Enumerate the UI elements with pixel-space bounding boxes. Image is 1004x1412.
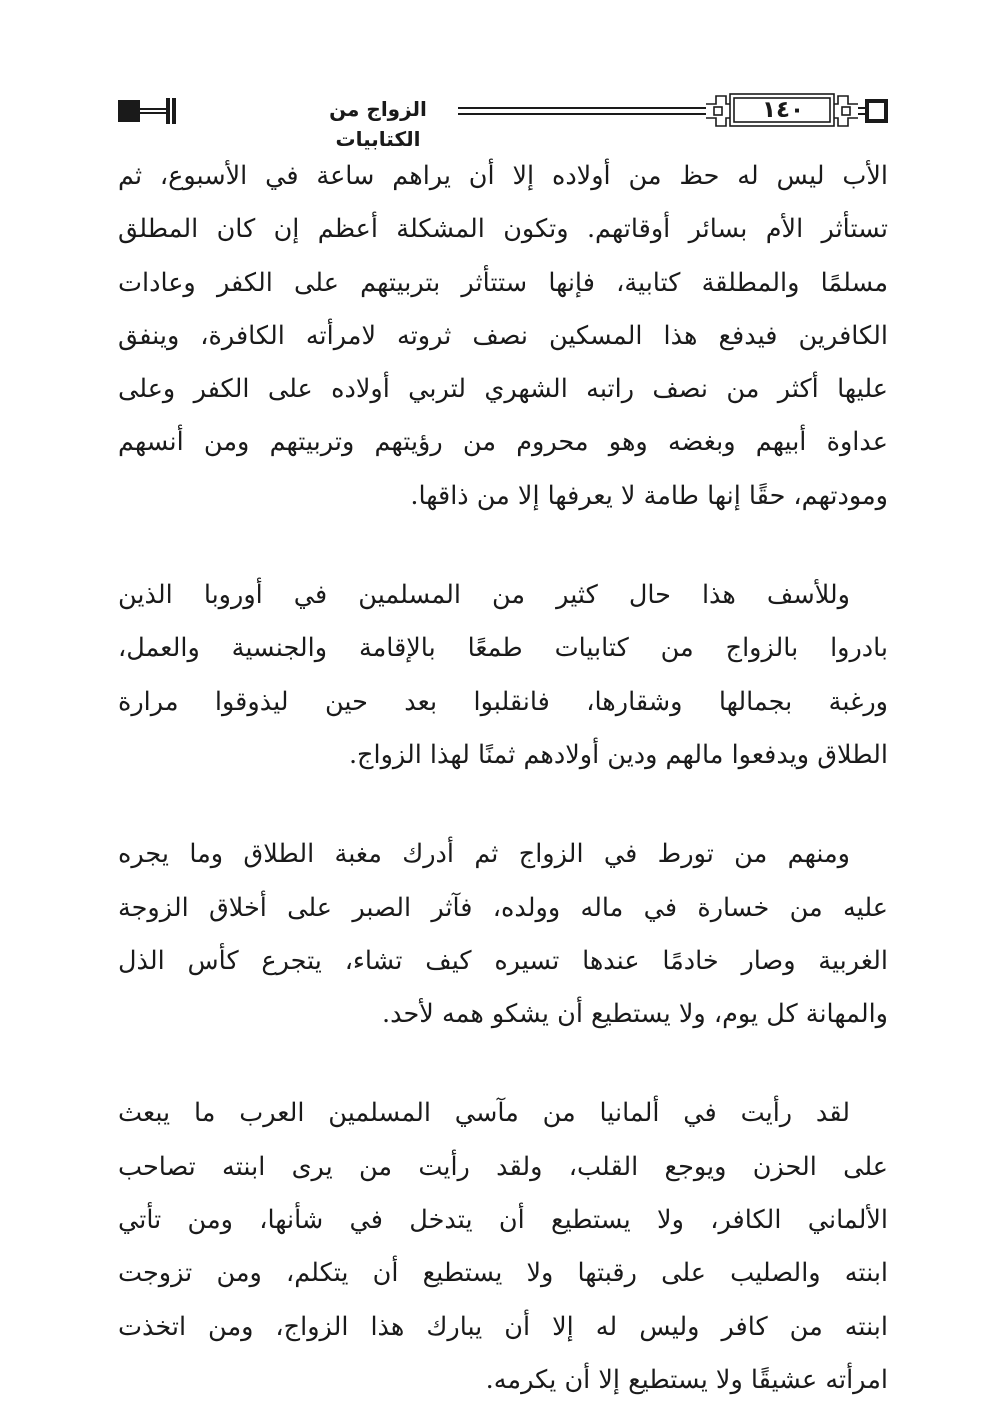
text-line: مسلمًا والمطلقة كتابية، فإنها ستتأثر بتربيتهم على الكفر وعادات (118, 267, 888, 298)
text-line: الكافرين فيدفع هذا المسكين نصف ثروته لامرأته الكافرة، وينفق (118, 320, 888, 351)
page-header (118, 88, 888, 151)
text-line: بادروا بالزواج من كتابيات طمعًا بالإقامة والجنسية والعمل، (118, 633, 888, 664)
text-line: ابنته والصليب على رقبتها ولا يستطيع أن يتكلم، ومن تزوجت (118, 1258, 888, 1289)
paragraph (118, 569, 888, 782)
running-title: الزواج من الكتابيات (298, 94, 458, 124)
text-line: ورغبة بجمالها وشقارها، فانقلبوا بعد حين ليذوقوا مرارة (118, 686, 888, 717)
text-line: عداوة أبيهم وبغضه وهو محروم من رؤيتهم وتربيتهم ومن أنسهم (118, 427, 888, 458)
paragraph (118, 828, 888, 1041)
text-line: تستأثر الأم بسائر أوقاتهم. وتكون المشكلة أعظم إن كان المطلق (118, 214, 888, 245)
text-line: وللأسف هذا حال كثير من المسلمين في أوروبا الذين (118, 580, 850, 611)
left-square-ornament (118, 100, 140, 122)
text-line: الألماني الكافر، ولا يستطيع أن يتدخل في شأنها، ومن تأتي (118, 1205, 888, 1236)
text-line: امرأته عشيقًا ولا يستطيع إلا أن يكرمه. (485, 1364, 888, 1395)
text-line: الأب ليس له حظ من أولاده إلا أن يراهم ساعة في الأسبوع، ثم (118, 161, 888, 191)
text-line: ومودتهم، حقًا إنها طامة لا يعرفها إلا من ذاقها. (410, 480, 888, 511)
text-line: الغربية وصار خادمًا عندها تسيره كيف تشاء، يتجرع كأس الذل (118, 945, 888, 976)
paragraph (118, 1087, 888, 1407)
text-line: ابنته من كافر وليس له إلا أن يبارك هذا الزواج، ومن اتخذت (118, 1311, 888, 1342)
text-line: عليه من خسارة في ماله وولده، فآثر الصبر على أخلاق الزوجة (118, 892, 888, 923)
page-number: ١٤٠ (761, 97, 805, 123)
text-line: عليها أكثر من نصف راتبه الشهري لتربي أولاده على الكفر وعلى (118, 374, 888, 405)
text-line: ومنهم من تورط في الزواج ثم أدرك مغبة الطلاق وما يجره (118, 839, 850, 870)
right-square-ornament (867, 101, 886, 121)
text-line: الطلاق ويدفعوا مالهم ودين أولادهم ثمنًا لهذا الزواج. (348, 739, 888, 770)
text-line: لقد رأيت في ألمانيا من مآسي المسلمين العرب ما يبعث (118, 1098, 850, 1129)
body-text (118, 150, 888, 1407)
text-line: والمهانة كل يوم، ولا يستطيع أن يشكو همه لأحد. (382, 999, 888, 1030)
paragraph (118, 150, 888, 523)
text-line: على الحزن ويوجع القلب، ولقد رأيت من يرى ابنته تصاحب (118, 1151, 888, 1182)
